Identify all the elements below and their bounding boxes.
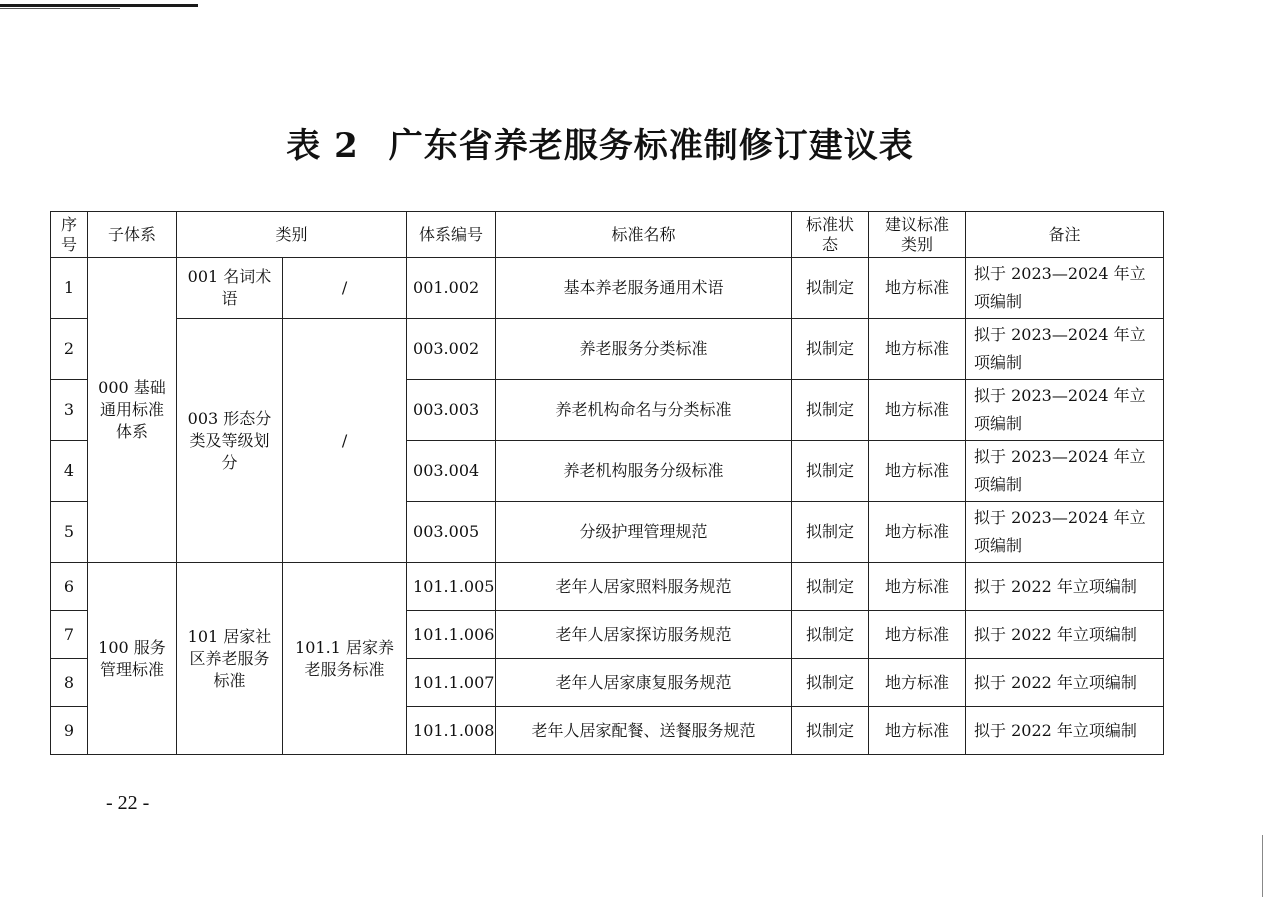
cell-seq: 4 — [51, 441, 88, 502]
cell-status: 拟制定 — [792, 258, 869, 319]
cell-type: 地方标准 — [869, 258, 966, 319]
cell-subsystem: 000 基础通用标准体系 — [88, 258, 177, 563]
cell-note: 拟于 2023—2024 年立项编制 — [966, 319, 1164, 380]
cell-category: 003 形态分类及等级划分 — [177, 319, 283, 563]
cell-type: 地方标准 — [869, 563, 966, 611]
cell-status: 拟制定 — [792, 380, 869, 441]
header-category: 类别 — [177, 212, 407, 258]
cell-name: 老年人居家配餐、送餐服务规范 — [496, 707, 792, 755]
cell-code: 003.003 — [407, 380, 496, 441]
cell-status: 拟制定 — [792, 441, 869, 502]
cell-status: 拟制定 — [792, 319, 869, 380]
cell-category: 001 名词术语 — [177, 258, 283, 319]
header-code: 体系编号 — [407, 212, 496, 258]
scan-edge-mark — [0, 4, 198, 7]
cell-name: 老年人居家探访服务规范 — [496, 611, 792, 659]
cell-status: 拟制定 — [792, 563, 869, 611]
header-seq: 序号 — [51, 212, 88, 258]
cell-status: 拟制定 — [792, 611, 869, 659]
cell-seq: 5 — [51, 502, 88, 563]
cell-seq: 2 — [51, 319, 88, 380]
cell-name: 老年人居家康复服务规范 — [496, 659, 792, 707]
header-type: 建议标准类别 — [869, 212, 966, 258]
cell-note: 拟于 2023—2024 年立项编制 — [966, 502, 1164, 563]
scan-edge-line — [1262, 835, 1263, 897]
table-row — [51, 319, 1164, 380]
cell-note: 拟于 2023—2024 年立项编制 — [966, 258, 1164, 319]
cell-type: 地方标准 — [869, 380, 966, 441]
cell-name: 基本养老服务通用术语 — [496, 258, 792, 319]
cell-code: 003.005 — [407, 502, 496, 563]
cell-category: 101 居家社区养老服务标准 — [177, 563, 283, 755]
cell-subsystem: 100 服务管理标准 — [88, 563, 177, 755]
table-number: 表 2 — [286, 126, 359, 166]
cell-name: 分级护理管理规范 — [496, 502, 792, 563]
cell-seq: 3 — [51, 380, 88, 441]
cell-code: 003.002 — [407, 319, 496, 380]
cell-note: 拟于 2022 年立项编制 — [966, 707, 1164, 755]
cell-subcategory: 101.1 居家养老服务标准 — [283, 563, 407, 755]
standards-table — [50, 211, 1164, 755]
cell-seq: 6 — [51, 563, 88, 611]
cell-name: 老年人居家照料服务规范 — [496, 563, 792, 611]
cell-note: 拟于 2023—2024 年立项编制 — [966, 380, 1164, 441]
page-number: - 22 - — [106, 792, 150, 814]
table-row — [51, 258, 1164, 319]
table-title-text: 广东省养老服务标准制修订建议表 — [388, 126, 914, 166]
cell-type: 地方标准 — [869, 502, 966, 563]
cell-note: 拟于 2023—2024 年立项编制 — [966, 441, 1164, 502]
cell-code: 101.1.007 — [407, 659, 496, 707]
cell-type: 地方标准 — [869, 611, 966, 659]
header-subsystem: 子体系 — [88, 212, 177, 258]
cell-code: 101.1.006 — [407, 611, 496, 659]
cell-type: 地方标准 — [869, 707, 966, 755]
header-note: 备注 — [966, 212, 1164, 258]
cell-name: 养老机构服务分级标准 — [496, 441, 792, 502]
cell-type: 地方标准 — [869, 319, 966, 380]
scan-edge-mark-thin — [0, 8, 120, 9]
header-row — [51, 212, 1164, 258]
cell-name: 养老服务分类标准 — [496, 319, 792, 380]
cell-name: 养老机构命名与分类标准 — [496, 380, 792, 441]
cell-subcategory: / — [283, 319, 407, 563]
cell-code: 101.1.008 — [407, 707, 496, 755]
header-status: 标准状态 — [792, 212, 869, 258]
cell-type: 地方标准 — [869, 441, 966, 502]
cell-seq: 1 — [51, 258, 88, 319]
cell-note: 拟于 2022 年立项编制 — [966, 611, 1164, 659]
cell-type: 地方标准 — [869, 659, 966, 707]
cell-code: 001.002 — [407, 258, 496, 319]
cell-note: 拟于 2022 年立项编制 — [966, 563, 1164, 611]
cell-code: 101.1.005 — [407, 563, 496, 611]
header-name: 标准名称 — [496, 212, 792, 258]
table-title — [0, 118, 1200, 167]
cell-note: 拟于 2022 年立项编制 — [966, 659, 1164, 707]
table-row — [51, 563, 1164, 611]
cell-seq: 7 — [51, 611, 88, 659]
cell-code: 003.004 — [407, 441, 496, 502]
cell-status: 拟制定 — [792, 502, 869, 563]
cell-status: 拟制定 — [792, 659, 869, 707]
cell-subcategory: / — [283, 258, 407, 319]
cell-status: 拟制定 — [792, 707, 869, 755]
cell-seq: 8 — [51, 659, 88, 707]
cell-seq: 9 — [51, 707, 88, 755]
